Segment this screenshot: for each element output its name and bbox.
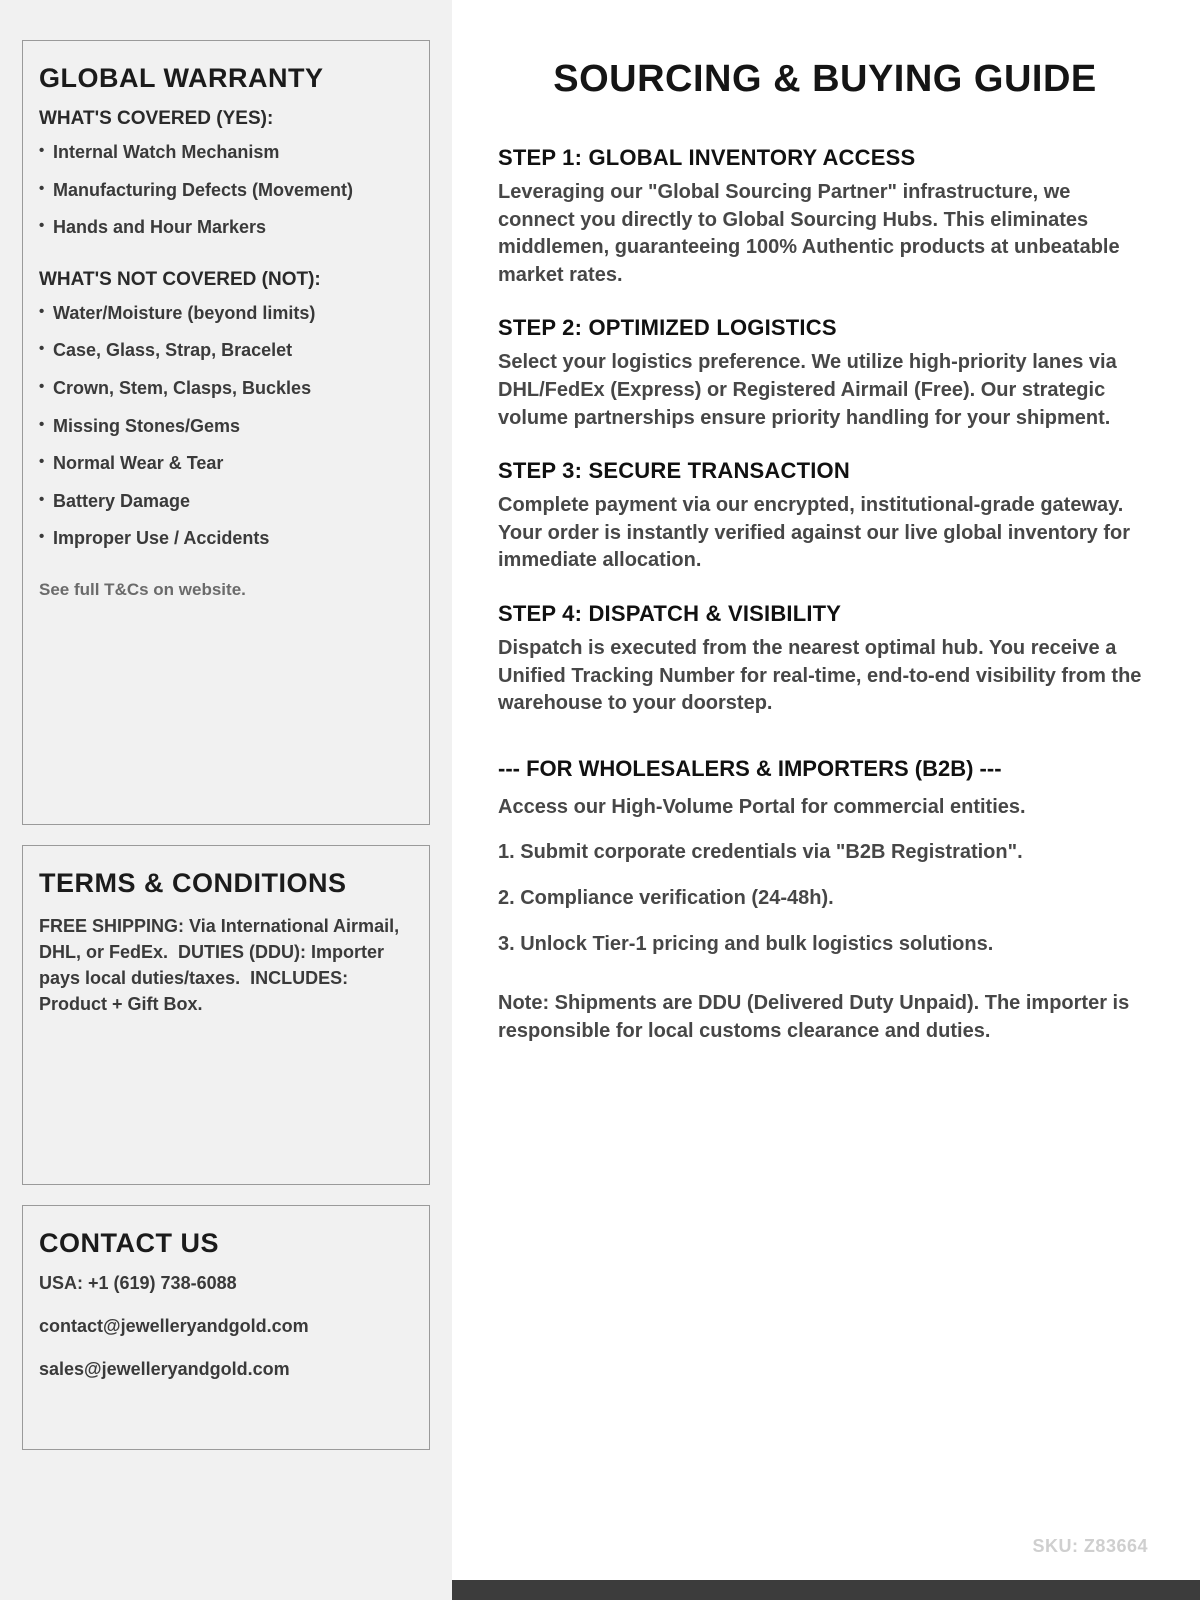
contact-phone: USA: +1 (619) 738-6088 xyxy=(39,1273,237,1293)
warranty-covered-heading: WHAT'S COVERED (YES): xyxy=(39,108,274,129)
list-item: • Normal Wear & Tear xyxy=(39,453,413,475)
b2b-intro: Access our High-Volume Portal for commercial entities. xyxy=(498,795,1026,818)
b2b-section xyxy=(498,756,1152,1046)
step-1-heading: STEP 1: GLOBAL INVENTORY ACCESS xyxy=(498,145,916,170)
warranty-not-covered-list xyxy=(39,303,413,550)
b2b-item-3: 3. Unlock Tier-1 pricing and bulk logistics solutions. xyxy=(498,932,994,955)
list-item: • Hands and Hour Markers xyxy=(39,217,413,239)
sku-label: SKU: Z83664 xyxy=(1032,1536,1148,1556)
terms-title: TERMS & CONDITIONS xyxy=(39,868,347,898)
b2b-note: Note: Shipments are DDU (Delivered Duty Unpaid). The importer is responsible for local customs clearance and duties. xyxy=(498,992,1130,1042)
warranty-not-covered-heading: WHAT'S NOT COVERED (NOT): xyxy=(39,268,321,290)
main-column xyxy=(452,0,1200,1600)
list-item: • Missing Stones/Gems xyxy=(39,416,413,438)
list-item: • Improper Use / Accidents xyxy=(39,528,413,550)
page-title: SOURCING & BUYING GUIDE xyxy=(553,58,1097,100)
warranty-footnote: See full T&Cs on website. xyxy=(39,579,246,599)
contact-email-sales: sales@jewelleryandgold.com xyxy=(39,1359,290,1379)
warranty-box xyxy=(22,40,430,825)
sidebar xyxy=(0,0,452,1600)
contact-box xyxy=(22,1205,430,1450)
list-item: • Case, Glass, Strap, Bracelet xyxy=(39,340,413,362)
step-1-section xyxy=(498,145,1152,289)
step-2-body: Select your logistics preference. We utilize high-priority lanes via DHL/FedEx (Express) or Registered Airmail (Free). Our strategic volume partnerships ensure priority handling for your shipment. xyxy=(498,351,1117,429)
step-2-section xyxy=(498,315,1152,432)
step-4-section xyxy=(498,601,1152,718)
b2b-item-2: 2. Compliance verification (24-48h). xyxy=(498,886,834,909)
b2b-heading: --- FOR WHOLESALERS & IMPORTERS (B2B) --- xyxy=(498,755,1002,781)
warranty-covered-list xyxy=(39,142,413,239)
step-3-heading: STEP 3: SECURE TRANSACTION xyxy=(498,458,850,484)
step-3-body: Complete payment via our encrypted, institutional-grade gateway. Your order is instantly verified against our live global inventory for immediate allocation. xyxy=(498,494,1130,572)
step-3-section xyxy=(498,458,1152,575)
list-item: • Internal Watch Mechanism xyxy=(39,142,413,164)
list-item: • Manufacturing Defects (Movement) xyxy=(39,180,413,202)
b2b-item-1: 1. Submit corporate credentials via "B2B Registration". xyxy=(498,841,1023,864)
terms-box xyxy=(22,845,430,1185)
list-item: • Water/Moisture (beyond limits) xyxy=(39,303,413,325)
terms-body: FREE SHIPPING: Via International Airmail, DHL, or FedEx. DUTIES (DDU): Importer pays local duties/taxes. INCLUDES: Product + Gift Box. xyxy=(39,916,405,1015)
step-4-heading: STEP 4: DISPATCH & VISIBILITY xyxy=(498,600,842,626)
contact-email-primary: contact@jewelleryandgold.com xyxy=(39,1316,309,1336)
list-item: • Crown, Stem, Clasps, Buckles xyxy=(39,378,413,400)
step-2-heading: STEP 2: OPTIMIZED LOGISTICS xyxy=(498,315,837,341)
warranty-title: GLOBAL WARRANTY xyxy=(39,63,324,93)
step-4-body: Dispatch is executed from the nearest optimal hub. You receive a Unified Tracking Number for real-time, end-to-end visibility from the warehouse to your doorstep. xyxy=(498,636,1142,715)
bottom-bar xyxy=(452,1580,1200,1600)
list-item: • Battery Damage xyxy=(39,491,413,513)
contact-title: CONTACT US xyxy=(39,1228,219,1258)
step-1-body: Leveraging our "Global Sourcing Partner" infrastructure, we connect you directly to Global Sourcing Hubs. This eliminates middlemen, guaranteeing 100% Authentic products at unbeatable market rates. xyxy=(498,181,1120,286)
